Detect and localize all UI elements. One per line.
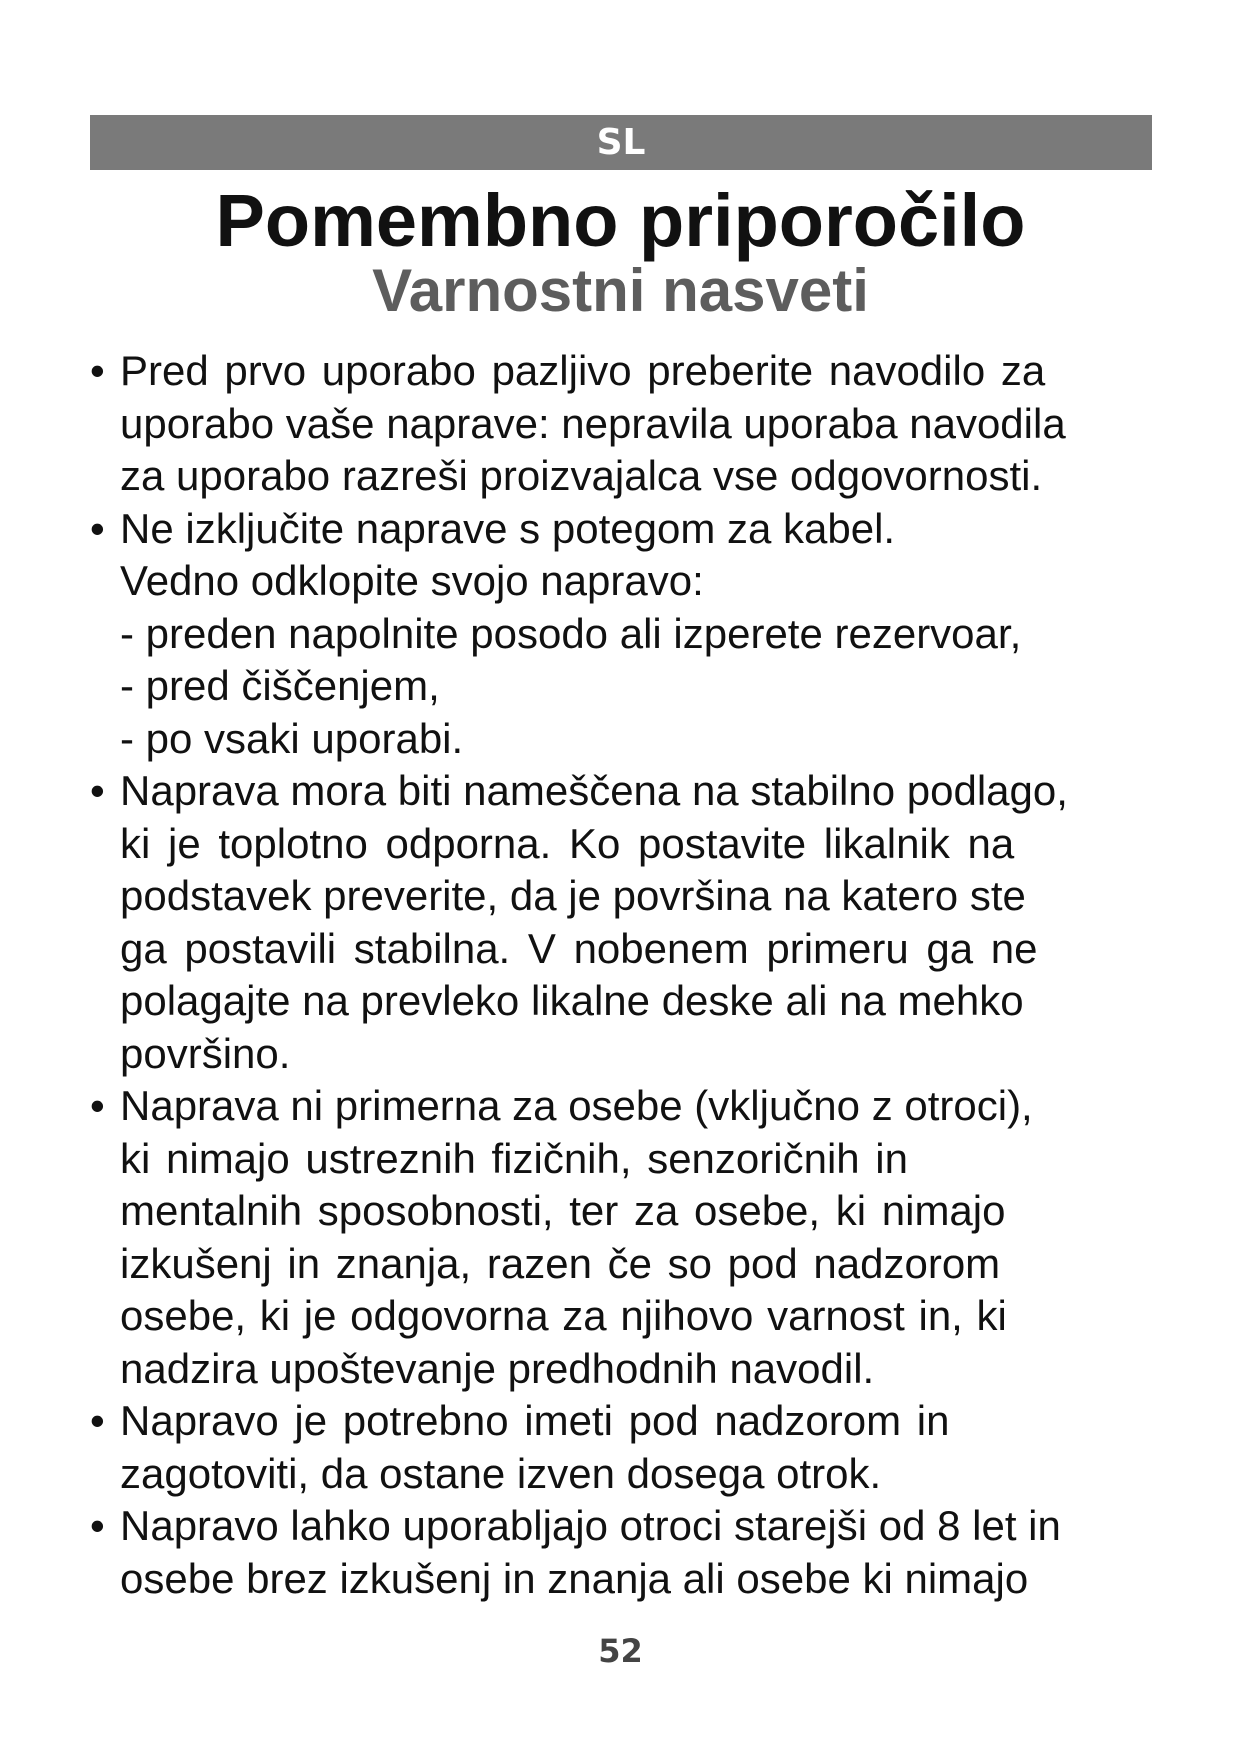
text-line: podstavek preverite, da je površina na katero ste xyxy=(120,872,1026,919)
page-number: 52 xyxy=(598,1632,643,1670)
text-line: Vedno odklopite svojo napravo: xyxy=(120,557,704,604)
list-item xyxy=(90,345,1190,503)
text-line: Napravo lahko uporabljajo otroci starejši od 8 let in xyxy=(120,1502,1061,1549)
bullet-icon: • xyxy=(90,504,105,552)
text-line: površino. xyxy=(120,1029,291,1077)
safety-instructions-list xyxy=(90,345,1190,1605)
bullet-icon: • xyxy=(90,1502,105,1549)
text-line: Ne izključite naprave s potegom za kabel. xyxy=(120,504,896,552)
text-line: Pred prvo uporabo pazljivo preberite navodilo za xyxy=(120,347,1046,394)
bullet-icon: • xyxy=(90,1397,105,1444)
text-line: ki nimajo ustreznih fizičnih, senzoričnih in xyxy=(120,1134,908,1182)
list-item xyxy=(90,1395,1190,1500)
language-code: SL xyxy=(596,122,646,163)
text-line: osebe, ki je odgovorna za njihovo varnost in, ki xyxy=(120,1292,1007,1339)
text-line: osebe brez izkušenj in znanja ali osebe ki nimajo xyxy=(120,1554,1029,1602)
text-line: - preden napolnite posodo ali izperete rezervoar, xyxy=(120,609,1022,657)
text-line: ga postavili stabilna. V nobenem primeru ga ne xyxy=(120,924,1038,972)
text-line: Naprava ni primerna za osebe (vključno z otroci), xyxy=(120,1082,1033,1129)
list-item xyxy=(90,503,1190,766)
text-line: - po vsaki uporabi. xyxy=(120,714,464,762)
text-line: zagotoviti, da ostane izven dosega otrok. xyxy=(120,1449,882,1497)
text-line: uporabo vaše naprave: nepravila uporaba navodila xyxy=(120,399,1066,447)
list-item xyxy=(90,1500,1190,1605)
language-code-bar xyxy=(90,115,1152,170)
text-line: mentalnih sposobnosti, ter za osebe, ki nimajo xyxy=(120,1187,1006,1234)
bullet-icon: • xyxy=(90,347,105,394)
text-line: polagajte na prevleko likalne deske ali na mehko xyxy=(120,977,1024,1024)
bullet-icon: • xyxy=(90,1082,105,1129)
text-line: nadzira upoštevanje predhodnih navodil. xyxy=(120,1344,875,1392)
page-subtitle: Varnostni nasveti xyxy=(372,257,869,324)
page-title: Pomembno priporočilo xyxy=(215,179,1026,262)
bullet-icon: • xyxy=(90,767,105,814)
list-item xyxy=(90,1080,1190,1395)
text-line: Naprava mora biti nameščena na stabilno podlago, xyxy=(120,767,1068,814)
text-line: Napravo je potrebno imeti pod nadzorom in xyxy=(120,1397,950,1444)
text-line: za uporabo razreši proizvajalca vse odgovornosti. xyxy=(120,452,1043,499)
text-line: - pred čiščenjem, xyxy=(120,662,440,709)
text-line: izkušenj in znanja, razen če so pod nadzorom xyxy=(120,1239,1001,1287)
list-item xyxy=(90,765,1190,1080)
text-line: ki je toplotno odporna. Ko postavite likalnik na xyxy=(120,819,1015,867)
